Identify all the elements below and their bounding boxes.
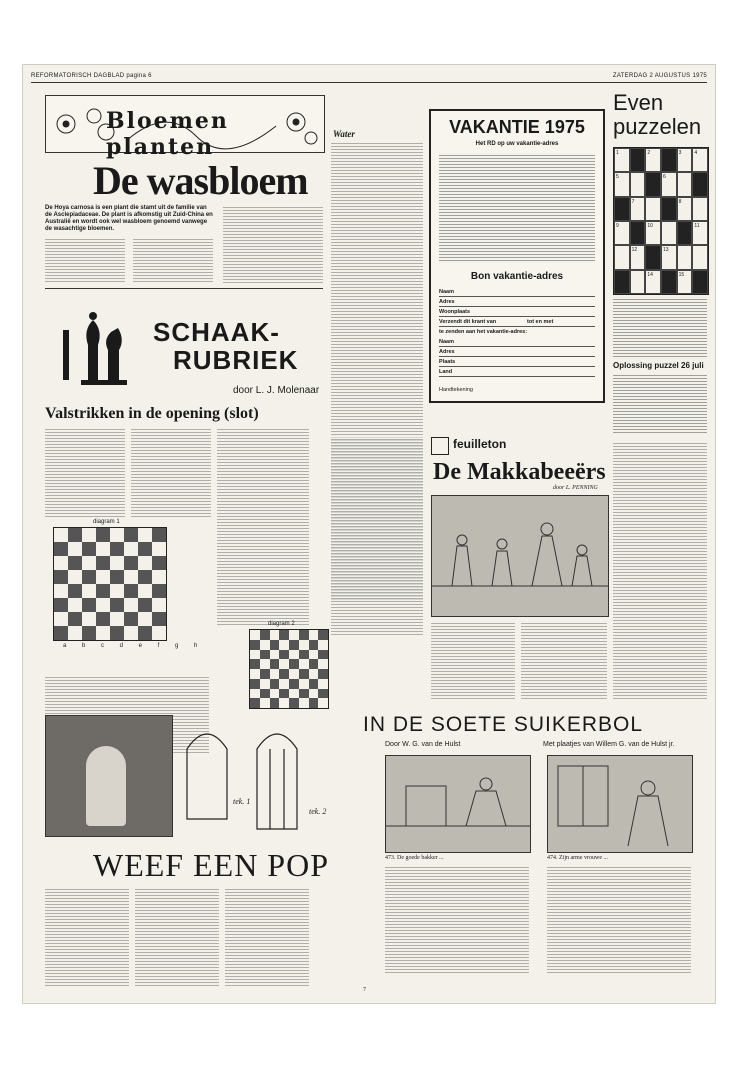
tek1-label: tek. 1 [233, 797, 251, 806]
wasbloem-text-col2 [133, 237, 213, 283]
schaak-title-line1: SCHAAK- [153, 317, 280, 347]
pop-text-col1 [45, 887, 129, 987]
suikerbol-author: Door W. G. van de Hulst [385, 741, 461, 748]
field-line[interactable] [439, 376, 595, 377]
window-scene-icon [548, 756, 692, 852]
puzzle-grid: 1 2 3 4 5 6 7 8 9 10 11 12 13 14 15 [613, 147, 709, 295]
feuilleton-logo-icon [431, 437, 449, 455]
suikerbol-caption-1: 473. De goede bakker ... [385, 855, 444, 861]
feuilleton-text-col3 [613, 441, 707, 701]
chess-board-diagram-2 [249, 629, 329, 709]
field-land: Land [439, 369, 453, 375]
field-naam-2: Naam [439, 339, 454, 345]
masthead-date: ZATERDAG 2 AUGUSTUS 1975 [612, 73, 707, 79]
field-line[interactable] [439, 306, 595, 307]
suikerbol-text-2 [547, 865, 691, 975]
header-rule [31, 82, 707, 83]
newspaper-page [22, 64, 716, 1004]
wasbloem-title: De wasbloem [93, 158, 308, 203]
feuilleton-title: De Makkabeeërs [433, 459, 606, 485]
schaak-title-line2: RUBRIEK [173, 345, 299, 375]
field-adres: Adres [439, 299, 455, 305]
pop-title: WEEF EEN POP [93, 847, 329, 883]
field-adres-2: Adres [439, 349, 455, 355]
chess-pieces-illustration-icon [53, 300, 143, 388]
field-line[interactable] [439, 326, 595, 327]
feuilleton-label: feuilleton [453, 437, 507, 451]
pop-text-col2 [135, 887, 219, 987]
chess-board-diagram-1 [53, 527, 167, 641]
field-line[interactable] [439, 356, 595, 357]
bloemen-logo-text: Bloemen planten [106, 108, 229, 160]
schaak-headline: Valstrikken in de opening (slot) [45, 405, 259, 422]
vakantie-subtitle: Het RD op uw vakantie-adres [475, 141, 559, 147]
puzzel-title: Even puzzelen [613, 90, 702, 139]
schaak-text-col3 [217, 427, 309, 627]
field-line[interactable] [439, 366, 595, 367]
diagram1-files: a b c d e f g h [63, 643, 205, 649]
feuilleton-text-col2 [521, 621, 607, 701]
crowd-scene-icon [432, 496, 608, 616]
suikerbol-caption-2: 474. Zijn arme vrouwe ... [547, 855, 608, 861]
field-verzend: Verzendt dit krant van [439, 319, 497, 325]
field-line[interactable] [439, 296, 595, 297]
middle-text-column [331, 437, 423, 637]
schaak-text-col1 [45, 427, 125, 517]
field-line[interactable] [439, 346, 595, 347]
suikerbol-illustrator: Met plaatjes van Willem G. van de Hulst jr. [543, 741, 675, 748]
field-tot: tot en met [527, 319, 554, 325]
wasbloem-text-col3 [223, 205, 323, 285]
doll-photo [45, 715, 173, 837]
pop-text-col3 [225, 887, 309, 987]
masthead-left: REFORMATORISCH DAGBLAD pagina 6 [31, 73, 152, 79]
water-heading: Water [333, 129, 355, 139]
section-rule [45, 288, 323, 289]
diagram2-label: diagram 2 [268, 621, 295, 627]
vakantie-instructions [439, 153, 595, 263]
feuilleton-text-col1 [431, 621, 515, 701]
page-number: 7 [363, 987, 366, 993]
doll-figure [86, 746, 126, 826]
puzzel-solution-heading: Oplossing puzzel 26 juli [613, 361, 704, 370]
schaak-text-col2 [131, 427, 211, 517]
puzzel-clues [613, 297, 707, 359]
bloemen-logo-box [45, 95, 325, 160]
field-vakantieadres: te zenden aan het vakantie-adres: [439, 329, 528, 335]
field-plaats: Plaats [439, 359, 456, 365]
wasbloem-text-col1 [45, 237, 125, 283]
suikerbol-illustration-1 [385, 755, 531, 853]
field-handtekening: Handtekening [439, 387, 473, 393]
diagram1-label: diagram 1 [93, 519, 120, 525]
vakantie-form-title: Bon vakantie-adres [470, 271, 564, 282]
weaving-diagram-icon [177, 719, 317, 839]
feuilleton-author: door L. PENNING [553, 485, 598, 491]
field-line[interactable] [439, 316, 595, 317]
schaak-author: door L. J. Molenaar [233, 385, 320, 396]
suikerbol-illustration-2 [547, 755, 693, 853]
suikerbol-title: IN DE SOETE SUIKERBOL [363, 713, 644, 736]
suikerbol-text-1 [385, 865, 529, 975]
puzzel-solution-text [613, 373, 707, 433]
tek2-label: tek. 2 [309, 807, 327, 816]
vakantie-coupon-box [429, 109, 605, 403]
feuilleton-illustration [431, 495, 609, 617]
bakery-scene-icon [386, 756, 530, 852]
wasbloem-intro: De Hoya carnosa is een plant die stamt uit de familie van de Asclepiadaceae. De plant is afkomstig uit Zuid-China en Australië en wordt ook wel wasbloem genoemd vanwege de wasachtige bloemen. [45, 205, 213, 232]
field-woonplaats: Woonplaats [439, 309, 471, 315]
vakantie-title: VAKANTIE 1975 [449, 117, 585, 137]
field-naam: Naam [439, 289, 454, 295]
